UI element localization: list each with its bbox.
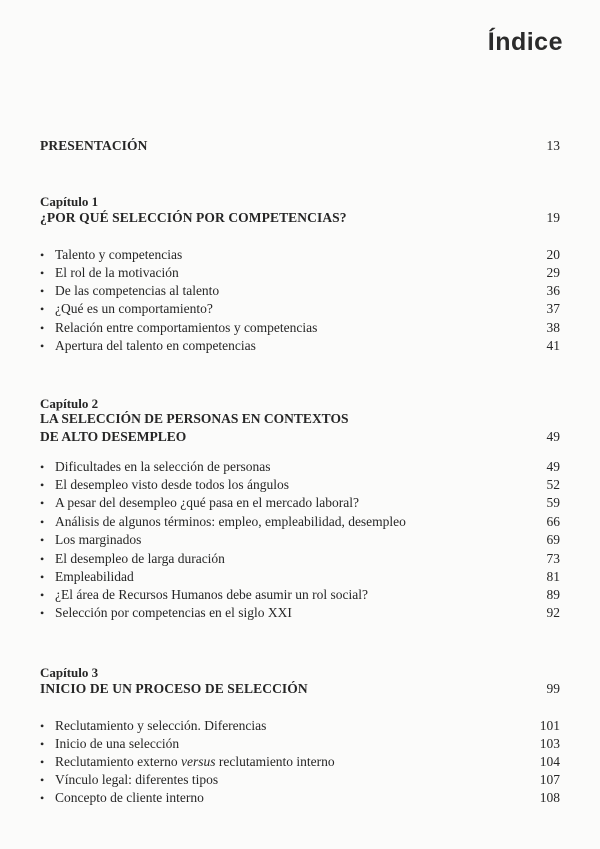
toc-item-text-part: Reclutamiento externo xyxy=(55,754,181,769)
toc-item-text: • Selección por competencias en el siglo XXI xyxy=(40,605,292,621)
chapter-label: Capítulo 1 xyxy=(40,194,99,209)
chapter-heading: INICIO DE UN PROCESO DE SELECCIÓN xyxy=(40,681,308,696)
toc-item-text: • Los marginados xyxy=(40,532,141,548)
toc-item[interactable] xyxy=(40,514,560,530)
toc-item-text: • Empleabilidad xyxy=(40,569,134,585)
page-number: 108 xyxy=(539,790,560,805)
toc-item[interactable] xyxy=(40,790,560,806)
toc-item-text: • Vínculo legal: diferentes tipos xyxy=(40,772,218,788)
toc-item-text: • Apertura del talento en competencias xyxy=(40,338,256,354)
page-number: 13 xyxy=(546,138,560,153)
page-number: 66 xyxy=(546,514,560,529)
toc-item-text: • Concepto de cliente interno xyxy=(40,790,204,806)
toc-item-text: • Inicio de una selección xyxy=(40,736,179,752)
page-number: 69 xyxy=(546,532,560,547)
page-number: 49 xyxy=(546,459,560,474)
toc-entry-chapter-2[interactable] xyxy=(40,411,560,445)
toc-item[interactable] xyxy=(40,754,560,770)
toc-item-text: • A pesar del desempleo ¿qué pasa en el mercado laboral? xyxy=(40,495,359,511)
page-number: 37 xyxy=(546,301,560,316)
toc-item[interactable] xyxy=(40,551,560,567)
toc-item-text: • El rol de la motivación xyxy=(40,265,179,281)
toc-entry-chapter-3[interactable] xyxy=(40,681,560,697)
page-number: 19 xyxy=(546,210,560,225)
toc-item-text-italic: versus xyxy=(180,754,216,769)
toc-item[interactable] xyxy=(40,459,560,475)
toc-entry-presentacion[interactable] xyxy=(40,138,560,154)
toc-item[interactable] xyxy=(40,301,560,317)
toc-item-text: • Relación entre comportamientos y competencias xyxy=(40,320,317,336)
page-number: 103 xyxy=(539,736,560,751)
toc-item[interactable] xyxy=(40,772,560,788)
toc-item-text: • Dificultades en la selección de personas xyxy=(40,459,271,475)
toc-item[interactable] xyxy=(40,718,560,734)
page-number: 101 xyxy=(539,718,560,733)
page-title: Índice xyxy=(487,28,563,56)
toc-item-text xyxy=(40,754,335,770)
page-number: 73 xyxy=(546,551,560,566)
page-number: 52 xyxy=(546,477,560,492)
toc-item-text: • ¿El área de Recursos Humanos debe asumir un rol social? xyxy=(40,587,368,603)
toc-item[interactable] xyxy=(40,495,560,511)
page-number: 92 xyxy=(546,605,560,620)
toc-item-text: • De las competencias al talento xyxy=(40,283,219,299)
toc-item[interactable] xyxy=(40,283,560,299)
page-number: 41 xyxy=(546,338,560,353)
page-number: 49 xyxy=(546,429,560,444)
chapter-heading-line2: DE ALTO DESEMPLEO xyxy=(40,429,187,444)
toc-item[interactable] xyxy=(40,477,560,493)
page-number: 81 xyxy=(546,569,560,584)
chapter-label: Capítulo 2 xyxy=(40,396,99,411)
page-number: 99 xyxy=(546,681,560,696)
toc-item[interactable] xyxy=(40,605,560,621)
toc-item-text: • El desempleo visto desde todos los ángulos xyxy=(40,477,289,493)
page-number: 107 xyxy=(539,772,560,787)
page-number: 59 xyxy=(546,495,560,510)
page-number: 36 xyxy=(546,283,560,298)
page-number: 38 xyxy=(546,320,560,335)
page-number: 89 xyxy=(546,587,560,602)
toc-item-text: • Talento y competencias xyxy=(40,247,182,263)
toc-item[interactable] xyxy=(40,587,560,603)
toc-item[interactable] xyxy=(40,338,560,354)
toc-item-text: • El desempleo de larga duración xyxy=(40,551,225,567)
page-number: 104 xyxy=(539,754,560,769)
toc-item-text: • Reclutamiento y selección. Diferencias xyxy=(40,718,266,734)
toc-item[interactable] xyxy=(40,247,560,263)
chapter-heading-line1: LA SELECCIÓN DE PERSONAS EN CONTEXTOS xyxy=(40,411,349,426)
toc-item[interactable] xyxy=(40,265,560,281)
toc-item[interactable] xyxy=(40,736,560,752)
page-number: 29 xyxy=(546,265,560,280)
toc-item-text-part: reclutamiento interno xyxy=(215,754,335,769)
chapter-label: Capítulo 3 xyxy=(40,665,99,680)
toc-item-text: • ¿Qué es un comportamiento? xyxy=(40,301,213,317)
toc-item[interactable] xyxy=(40,569,560,585)
toc-item[interactable] xyxy=(40,532,560,548)
chapter-heading: ¿POR QUÉ SELECCIÓN POR COMPETENCIAS? xyxy=(40,210,347,225)
toc-item-text: • Análisis de algunos términos: empleo, empleabilidad, desempleo xyxy=(40,514,406,530)
toc-item[interactable] xyxy=(40,320,560,336)
page-number: 20 xyxy=(546,247,560,262)
toc-heading: PRESENTACIÓN xyxy=(40,138,148,153)
toc-entry-chapter-1[interactable] xyxy=(40,210,560,226)
